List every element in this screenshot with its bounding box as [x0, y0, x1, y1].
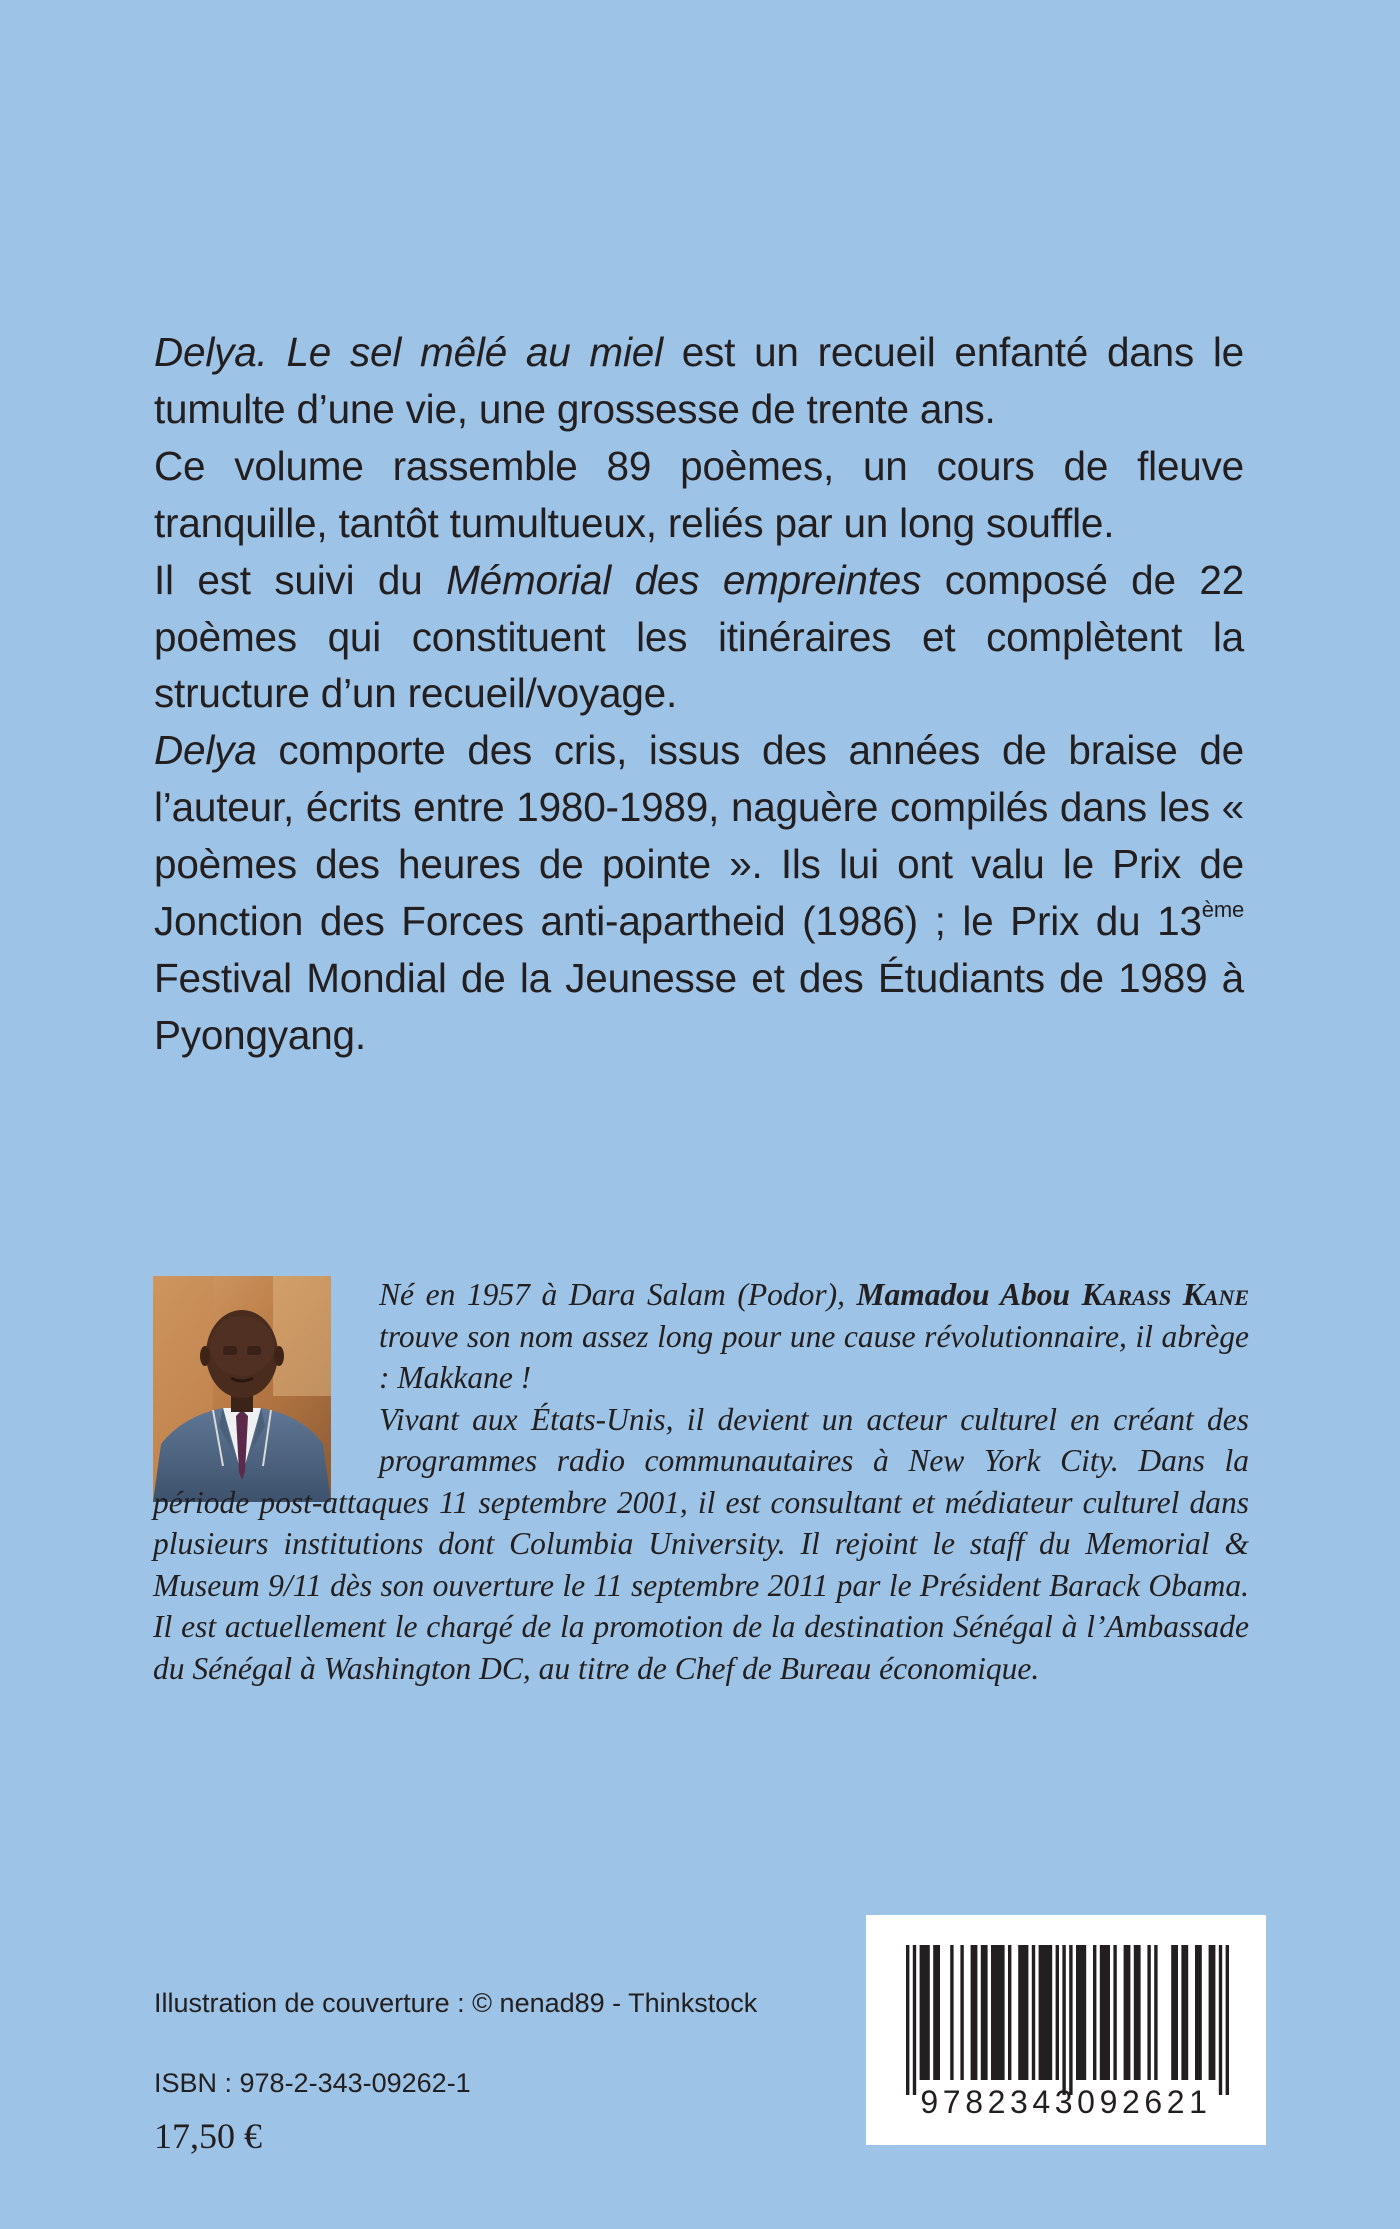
superscript-ordinal: ème [1201, 897, 1244, 923]
barcode-bar [1093, 1945, 1096, 2080]
barcode-bar [1032, 1945, 1035, 2080]
price: 17,50 € [154, 2116, 262, 2156]
barcode-bar [1113, 1945, 1116, 2080]
synopsis-paragraph-1: Delya. Le sel mêlé au miel est un recueil enfanté dans le tumulte d’une vie, une grossesse de trente ans. [154, 329, 1244, 432]
barcode-bar [1076, 1945, 1086, 2080]
barcode-bar [906, 1945, 909, 2095]
photo-float-spacer [153, 1274, 379, 1480]
barcode-bar [1147, 1945, 1150, 2080]
author-name: Mamadou Abou Karass Kane [856, 1277, 1250, 1312]
barcode-bar [991, 1945, 1005, 2080]
book-synopsis [154, 324, 1244, 1064]
barcode-bar [1069, 1945, 1072, 2095]
barcode-bar [1171, 1945, 1178, 2080]
isbn: ISBN : 978-2-343-09262-1 [154, 2068, 471, 2098]
barcode-bar [1039, 1945, 1053, 2080]
barcode-bar [1008, 1945, 1011, 2080]
barcode-bar [1226, 1945, 1229, 2095]
barcode-bar [1209, 1945, 1216, 2080]
author-bio [153, 1274, 1249, 1689]
author-bio-paragraph-2: Vivant aux États-Unis, il devient un acteur culturel en créant des programmes radio communautaires à New York City. Dans la période post-attaques 11 septembre 2001, il est consultant et médiateur culturel dans plusieurs institutions dont Columbia University. Il rejoint le staff du Memorial & Museum 9/11 dès son ouverture le 11 septembre 2011 par le Président Barack Obama. Il est actuellement le chargé de la promotion de la destination Sénégal à l’Ambassade du Sénégal à Washington DC, au titre de Chef de Bureau économique. [153, 1401, 1249, 1686]
barcode-bar [1018, 1945, 1028, 2080]
synopsis-paragraph-2: Ce volume rassemble 89 poèmes, un cours de fleuve tranquille, tantôt tumultueux, reliés par un long souffle. [154, 442, 1244, 546]
barcode-bar [960, 1945, 963, 2080]
barcode-bar [1219, 1945, 1222, 2095]
barcode-bar [971, 1945, 978, 2080]
barcode-bar [950, 1945, 953, 2080]
barcode-bar [1124, 1945, 1131, 2080]
barcode [866, 1915, 1266, 2145]
barcode-bar [1062, 1945, 1065, 2095]
barcode-bar [981, 1945, 988, 2080]
barcode-bar [1181, 1945, 1188, 2080]
memorial-title: Mémorial des empreintes [446, 556, 922, 603]
delya-title: Delya [154, 727, 257, 774]
barcode-bar [1134, 1945, 1141, 2080]
barcode-bar [1195, 1945, 1202, 2080]
synopsis-paragraph-4: Delya comporte des cris, issus des années de braise de l’auteur, écrits entre 1980-1989, naguère compilés dans les « poèmes des heures de pointe ». Ils lui ont valu le Prix de Jonction des Forces anti-apartheid (1986) ; le Prix du 13ème Festival Mondial de la Jeunesse et des Étudiants de 1989 à Pyongyang. [154, 727, 1244, 1058]
barcode-bar [913, 1945, 916, 2095]
barcode-bar [933, 1945, 940, 2080]
barcode-bar [920, 1945, 930, 2080]
cover-illustration-credit: Illustration de couverture : © nenad89 - Thinkstock [154, 1988, 758, 2018]
barcode-bar [1056, 1945, 1059, 2080]
barcode-bar [1154, 1945, 1157, 2080]
book-title: Delya. Le sel mêlé au miel [154, 329, 663, 375]
barcode-digits: 9782343092621 [920, 2084, 1212, 2120]
synopsis-paragraph-3: Il est suivi du Mémorial des empreintes composé de 22 poèmes qui constituent les itinéraires et complètent la structure d’un recueil/voyage. [154, 556, 1245, 717]
author-bio-paragraph-1: Né en 1957 à Dara Salam (Podor), Mamadou Abou Karass Kane trouve son nom assez long pour une cause révolutionnaire, il abrège : Makkane ! [153, 1274, 1249, 1399]
barcode-bar [1100, 1945, 1110, 2080]
